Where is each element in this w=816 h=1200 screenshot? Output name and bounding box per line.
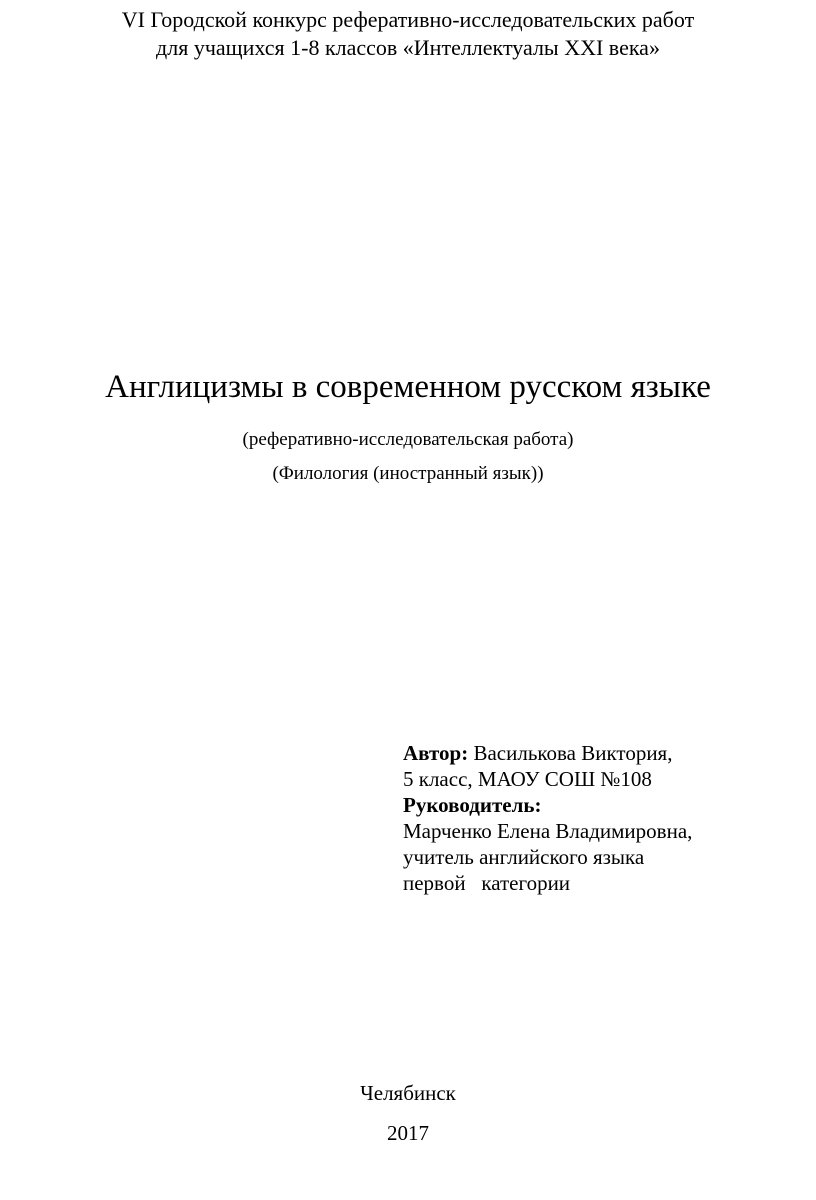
author-label: Автор:	[403, 741, 469, 765]
supervisor-name: Марченко Елена Владимировна,	[403, 819, 693, 843]
contest-header	[0, 6, 816, 62]
supervisor-role: учитель английского языка	[403, 845, 645, 869]
city: Челябинск	[360, 1081, 456, 1105]
year: 2017	[387, 1121, 429, 1145]
author-line	[403, 740, 692, 766]
supervisor-label: Руководитель:	[403, 793, 542, 817]
author-name: Василькова Виктория,	[468, 741, 673, 765]
work-field: (Филология (иностранный язык))	[272, 463, 544, 484]
author-block	[403, 740, 692, 896]
author-school: 5 класс, МАОУ СОШ №108	[403, 767, 652, 791]
supervisor-category: первой категории	[403, 871, 571, 895]
contest-header-line-1: VI Городской конкурс реферативно-исследовательских работ	[121, 7, 695, 32]
contest-header-line-2: для учащихся 1-8 классов «Интеллектуалы XXI века»	[156, 35, 660, 60]
document-title: Англицизмы в современном русском языке	[105, 369, 711, 405]
work-type: (реферативно-исследовательская работа)	[242, 429, 574, 450]
